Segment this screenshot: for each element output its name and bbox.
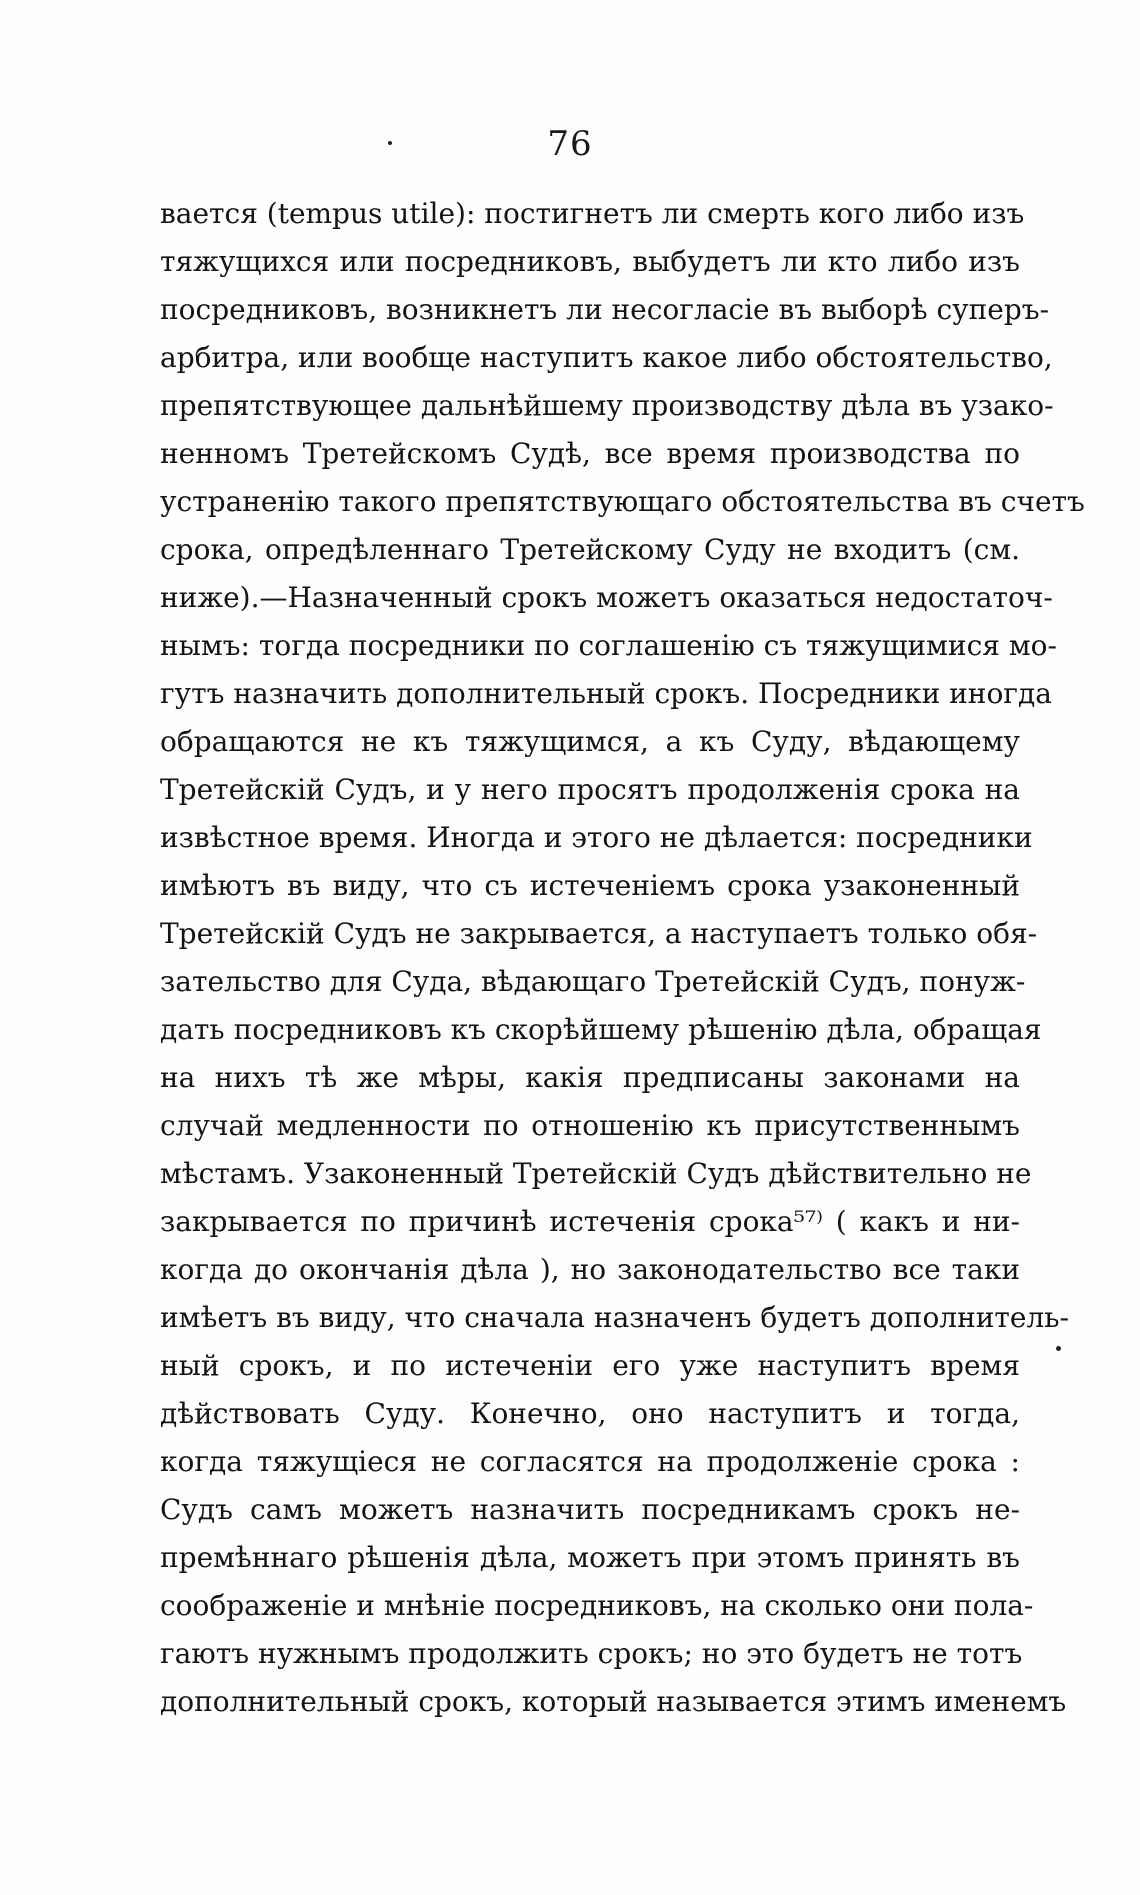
text-line: ниже).—Назначенный срокъ можетъ оказаться недостаточ-	[160, 581, 1053, 614]
text-line: вается (tempus utile): постигнетъ ли смерть кого либо изъ	[160, 197, 1025, 230]
text-line: закрывается по причинѣ истеченія срока⁵⁷⁾ ( какъ и ни-	[160, 1205, 1020, 1238]
text-line: гутъ назначить дополнительный срокъ. Посредники иногда	[160, 677, 1052, 710]
text-line: дѣйствовать Суду. Конечно, оно наступитъ и тогда,	[160, 1397, 1020, 1430]
text-line: Судъ самъ можетъ назначить посредникамъ срокъ не-	[160, 1493, 1020, 1526]
text-line: посредниковъ, возникнетъ ли несогласіе въ выборѣ суперъ-	[160, 293, 1050, 326]
text-line: мѣстамъ. Узаконенный Третейскій Судъ дѣйствительно не	[160, 1157, 1032, 1190]
page-number: 76	[547, 124, 593, 164]
ink-speck	[1056, 1346, 1061, 1351]
text-line: извѣстное время. Иногда и этого не дѣлается: посредники	[160, 821, 1033, 854]
body-text	[160, 190, 1085, 1726]
text-line: зательство для Суда, вѣдающаго Третейскій Судъ, понуж-	[160, 965, 1026, 998]
text-line: тяжущихся или посредниковъ, выбудетъ ли кто либо изъ	[160, 245, 1020, 278]
text-line: устраненію такого препятствующаго обстоятельства въ счетъ	[160, 485, 1085, 518]
text-line: гаютъ нужнымъ продолжить срокъ; но это будетъ не тотъ	[160, 1637, 1023, 1670]
text-line: ненномъ Третейскомъ Судѣ, все время производства по	[160, 437, 1020, 470]
text-line: когда до окончанія дѣла ), но законодательство все таки	[160, 1253, 1020, 1286]
text-line: имѣетъ въ виду, что сначала назначенъ будетъ дополнитель-	[160, 1301, 1069, 1334]
text-line: нымъ: тогда посредники по соглашенію съ тяжущимися мо-	[160, 629, 1057, 662]
text-line: обращаются не къ тяжущимся, а къ Суду, вѣдающему	[160, 725, 1020, 758]
text-line: препятствующее дальнѣйшему производству дѣла въ узако-	[160, 389, 1054, 422]
text-line: дать посредниковъ къ скорѣйшему рѣшенію дѣла, обращая	[160, 1013, 1042, 1046]
text-line: срока, опредѣленнаго Третейскому Суду не входитъ (см.	[160, 533, 1020, 566]
text-line: соображеніе и мнѣніе посредниковъ, на сколько они пола-	[160, 1589, 1034, 1622]
text-line: премѣннаго рѣшенія дѣла, можетъ при этомъ принять въ	[160, 1541, 1020, 1574]
text-line: на нихъ тѣ же мѣры, какія предписаны законами на	[160, 1061, 1020, 1094]
text-line: дополнительный срокъ, который называется этимъ именемъ	[160, 1685, 1067, 1718]
text-line: случай медленности по отношенію къ присутственнымъ	[160, 1109, 1020, 1142]
text-line: Третейскій Судъ не закрывается, а наступаетъ только обя-	[160, 917, 1038, 950]
text-line: арбитра, или вообще наступитъ какое либо обстоятельство,	[160, 341, 1053, 374]
text-line: когда тяжущіеся не согласятся на продолженіе срока :	[160, 1445, 1020, 1478]
text-line: ный срокъ, и по истеченіи его уже наступитъ время	[160, 1349, 1020, 1382]
text-line: имѣютъ въ виду, что съ истеченіемъ срока узаконенный	[160, 869, 1020, 902]
text-line: Третейскій Судъ, и у него просятъ продолженія срока на	[160, 773, 1020, 806]
